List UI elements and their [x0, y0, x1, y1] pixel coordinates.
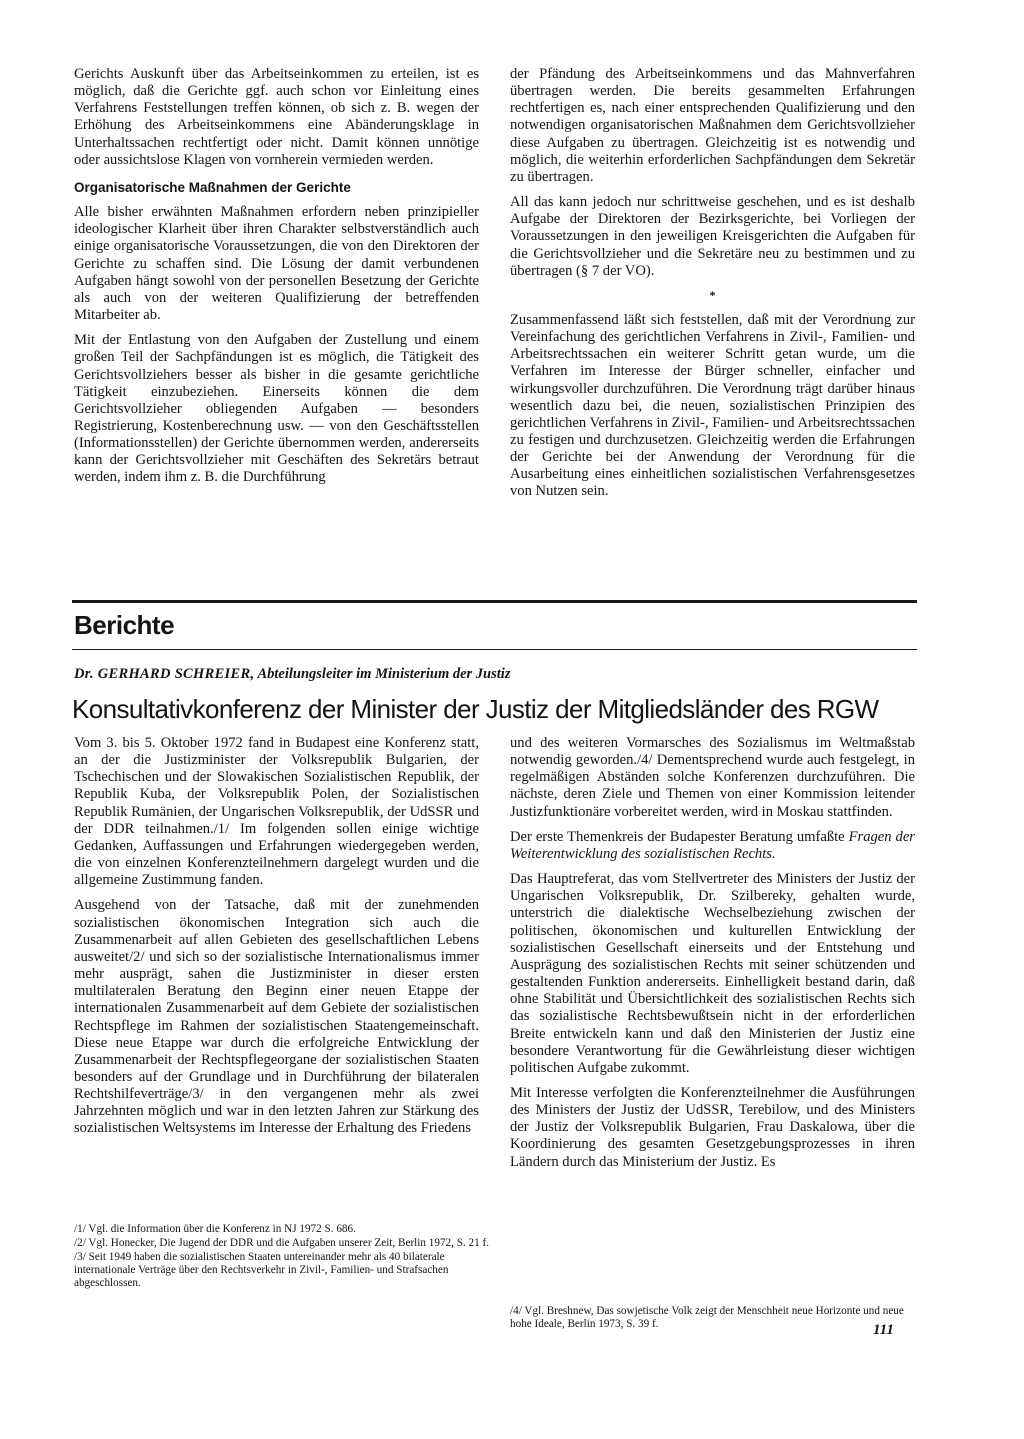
- author-name: Dr. GERHARD SCHREIER,: [74, 666, 255, 682]
- section-separator: *: [709, 287, 716, 302]
- paragraph: Das Hauptreferat, das vom Stellvertreter des Ministers der Justiz der Ungarischen Volksrepublik, Dr. Szilbereky, gehalten wurde, unterstrich die dialektische Wechselbeziehung zwischen der politischen, ökonomischen und kulturellen Entwicklung der sozialistischen Gesellschaft einerseits und der Entstehung und Ausprägung des sozialistischen Rechts mit seiner schützenden und gestaltenden Funktion andererseits. Einhelligkeit bestand darin, daß ohne Stabilität und Übersichtlichkeit des sozialistischen Rechts sich das sozialistische Rechtsbewußtsein nicht in der erforderlichen Breite entwickeln kann und daß den Ministerien der Justiz eine besondere Verantwortung für die Gewährleistung dieser wichtigen politischen Aufgabe zukommt.: [510, 871, 915, 1076]
- footnotes-right: [510, 1305, 920, 1331]
- author-byline: [74, 665, 510, 683]
- footnote: /1/ Vgl. die Information über die Konferenz in NJ 1972 S. 686.: [74, 1223, 356, 1235]
- paragraph: Ausgehend von der Tatsache, daß mit der zunehmenden sozialistischen ökonomischen Integration sich auch die Zusammenarbeit auf allen Gebieten des gesellschaftlichen Lebens ausweitet/2/ und sich so der sozialistische Internationalismus immer mehr ausprägt, sahen die Justizminister in dieser ersten multilateralen Beratung den Beginn einer neuen Etappe der internationalen Zusammenarbeit auf dem Gebiete der sozialistischen Rechtspflege im Rahmen der sozialistischen Staatengemeinschaft. Diese neue Etappe war durch die erfolgreiche Entwicklung der Zusammenarbeit der Rechtspflegeorgane der sozialistischen Staaten besonders auf der Grundlage und in Durchführung der bilateralen Rechtshilfeverträge/3/ in den vergangenen mehr als zwei Jahrzehnten möglich und war in den letzten Jahren zur Stärkung des sozialistischen Weltsystems im Interesse der Erhaltung des Friedens: [74, 897, 479, 1137]
- paragraph-lead: Der erste Themenkreis der Budapester Beratung umfaßte: [510, 828, 845, 845]
- article-left-column: [74, 735, 479, 1138]
- continued-article-right-column: [510, 66, 915, 501]
- paragraph: Gerichts Auskunft über das Arbeitseinkommen zu erteilen, ist es möglich, daß die Gerichte ggf. auch schon vor Einleitung eines Verfahrens Feststellungen treffen können, ob sich z. B. wegen der Erhöhung des Arbeitseinkommens eine Abänderungsklage in Unterhaltssachen rechtfertigt oder nicht. Damit können unnötige oder aussichtslose Klagen von vornherein vermieden werden.: [74, 66, 479, 168]
- subheading: Organisatorische Maßnahmen der Gerichte: [74, 179, 351, 195]
- paragraph: Vom 3. bis 5. Oktober 1972 fand in Budapest eine Konferenz statt, an der die Justizminister der Volksrepublik Bulgarien, der Tschechischen und der Slowakischen Sozialistischen Republik, der Republik Kuba, der Volksrepublik Polen, der Sozialistischen Republik Rumänien, der Ungarischen Volksrepublik, der UdSSR und der DDR teilnahmen./1/ Im folgenden sollen einige wichtige Gedanken, Auffassungen und Erfahrungen wiedergegeben werden, die von einzelnen Konferenzteilnehmern dargelegt wurden und die allgemeine Zustimmung fanden.: [74, 735, 479, 889]
- footnote: /2/ Vgl. Honecker, Die Jugend der DDR und die Aufgaben unserer Zeit, Berlin 1972, S. 21 f.: [74, 1237, 490, 1249]
- paragraph: Mit Interesse verfolgten die Konferenzteilnehmer die Ausführungen des Ministers der Justiz der UdSSR, Terebilow, und des Ministers der Justiz der Volksrepublik Bulgarien, Frau Daskalowa, über die Koordinierung des gesamten Gesetzgebungsprozesses in ihren Ländern durch das Ministerium der Justiz. Es: [510, 1084, 915, 1170]
- section-rule: [72, 600, 917, 603]
- paragraph: und des weiteren Vormarsches des Sozialismus im Weltmaßstab notwendig geworden./4/ Dementsprechend wurde auch festgelegt, in regelmäßigen Abständen solche Konferenzen durchzuführen. Die nächste, deren Ziele und Themen von einer Kommission leitender Justizfunktionäre vorbereitet werden, wird in Moskau stattfinden.: [510, 735, 915, 820]
- continued-article-left-column: [74, 66, 479, 487]
- footnote: /4/ Vgl. Breshnew, Das sowjetische Volk zeigt der Menschheit neue Horizonte und neue hohe Ideale, Berlin 1973, S. 39 f.: [510, 1305, 904, 1330]
- paragraph: [510, 829, 915, 863]
- paragraph: Zusammenfassend läßt sich feststellen, daß mit der Verordnung zur Vereinfachung des gerichtlichen Verfahrens in Zivil-, Familien- und Arbeitsrechtssachen ein weiterer Schritt getan wurde, um die Verfahren im Interesse der Bürger schneller, einfacher und wirkungsvoller durchzuführen. Die Verordnung trägt darüber hinaus wesentlich dazu bei, die neuen, sozialistischen Prinzipien des gerichtlichen Verfahrens in Zivil-, Familien- und Arbeitsrechtssachen zu festigen und durchzusetzen. Gleichzeitig werden die Erfahrungen der Gerichte bei der Anwendung der Verordnung für die Ausarbeitung eines einheitlichen sozialistischen Verfahrensgesetzes von Nutzen sein.: [510, 311, 915, 500]
- author-position: Abteilungsleiter im Ministerium der Justiz: [257, 666, 511, 682]
- paragraph: Alle bisher erwähnten Maßnahmen erfordern neben prinzipieller ideologischer Klarheit über ihren Charakter selbstverständlich auch einige organisatorische Voraussetzungen, die von den Direktoren der Gerichte zu schaffen sind. Die Lösung der damit verbundenen Aufgaben hängt sowohl von der personellen Besetzung der Gerichte als auch von der weiteren Qualifizierung der betreffenden Mitarbeiter ab.: [74, 204, 479, 324]
- paragraph: Mit der Entlastung von den Aufgaben der Zustellung und einem großen Teil der Sachpfändungen ist es möglich, die Tätigkeit des Gerichtsvollziehers besser als bisher in die gesamte gerichtliche Tätigkeit einzubeziehen. Einerseits können die dem Gerichtsvollzieher obliegenden Aufgaben — besonders Registrierung, Kostenberechnung usw. — von den Geschäftsstellen (Informationsstellen) der Gerichte übernommen werden, andererseits kann der Gerichtsvollzieher mit Geschäften des Sekretärs betraut werden, indem ihm z. B. die Durchführung: [74, 332, 479, 486]
- section-rule-thin: [72, 649, 917, 650]
- topic-emphasis: Fragen der Weiterentwicklung des sozialistischen Rechts.: [510, 828, 915, 862]
- paragraph: der Pfändung des Arbeitseinkommens und das Mahnverfahren übertragen werden. Die bereits gesammelten Erfahrungen rechtfertigen es, nach einer entsprechenden Qualifizierung und den notwendigen organisatorischen Maßnahmen dem Gerichtsvollzieher diese Aufgaben zu übertragen. Gleichzeitig ist es notwendig und möglich, die weiterhin erforderlichen Sachpfändungen dem Sekretär zu übertragen.: [510, 66, 915, 185]
- footnote: /3/ Seit 1949 haben die sozialistischen Staaten untereinander mehr als 40 bilaterale internationale Verträge über den Rechtsverkehr in Zivil-, Familien- und Strafsachen abgeschlossen.: [74, 1251, 449, 1289]
- article-title: Konsultativkonferenz der Minister der Justiz der Mitgliedsländer des RGW: [72, 694, 879, 724]
- page-number: 111: [873, 1322, 894, 1338]
- section-heading: Berichte: [74, 610, 175, 640]
- footnotes-left: [74, 1223, 494, 1291]
- article-right-column: [510, 735, 915, 1171]
- paragraph: All das kann jedoch nur schrittweise geschehen, und es ist deshalb Aufgabe der Direktoren der Bezirksgerichte, bei Vorliegen der Voraussetzungen in den jeweiligen Kreisgerichten die Aufgaben für die Gerichtsvollzieher und die Sekretäre neu zu bestimmen und zu übertragen (§ 7 der VO).: [510, 194, 915, 279]
